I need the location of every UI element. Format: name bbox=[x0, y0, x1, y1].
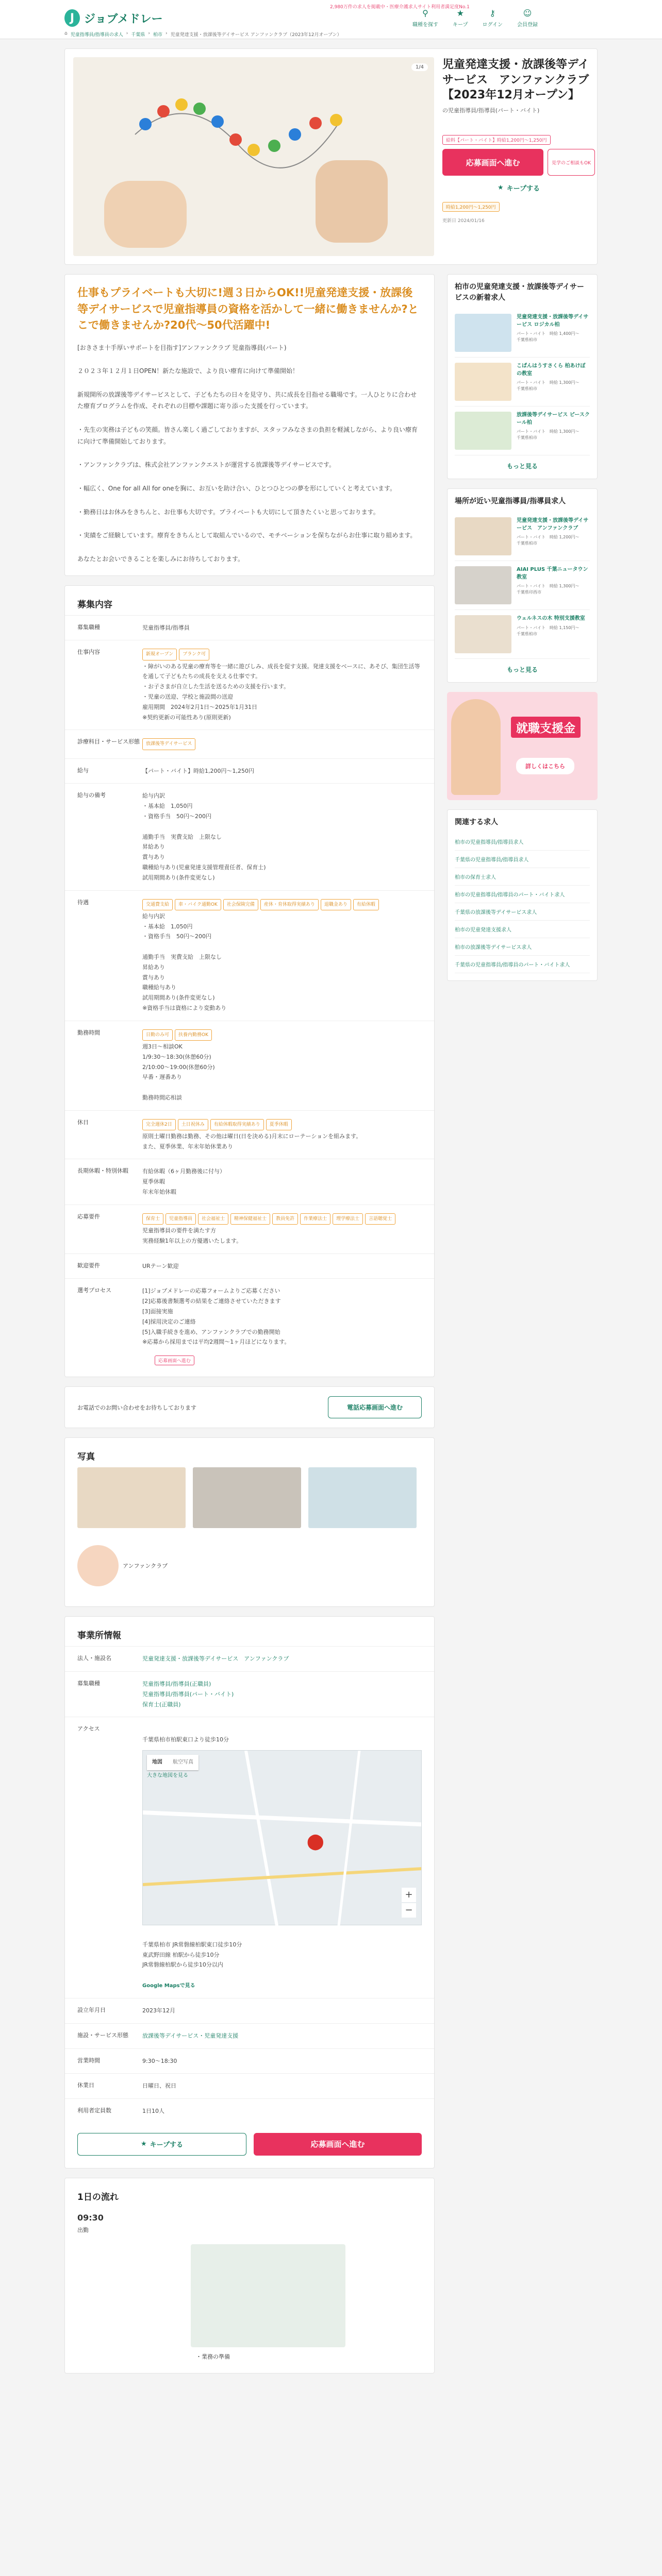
near-jobs bbox=[447, 488, 598, 683]
row-cell bbox=[142, 1110, 434, 1159]
breadcrumb-current: 児童発達支援・放課後等デイサービス アンファンクラブ（2023年12月オープン） bbox=[170, 32, 342, 38]
photo-counter: 1/4 bbox=[411, 63, 428, 71]
sidebar bbox=[447, 274, 598, 2383]
row-label: 営業時間 bbox=[77, 2057, 100, 2064]
row-label: 勤務時間 bbox=[77, 1029, 100, 1036]
job-thumb bbox=[455, 363, 511, 401]
feature-tag: ブランク可 bbox=[179, 649, 209, 660]
related-link[interactable]: 柏市の放課後等デイサービス求人 bbox=[455, 938, 590, 956]
feature-tag: 教員免許 bbox=[272, 1213, 298, 1225]
phone-cta bbox=[64, 1386, 435, 1428]
facility-table bbox=[65, 1646, 434, 2124]
sidebar-heading: 柏市の児童発達支援・放課後等デイサービスの新着求人 bbox=[455, 283, 585, 302]
section-heading: 募集内容 bbox=[77, 599, 112, 610]
job-subtitle: の児童指導員/指導員(パート・バイト) bbox=[442, 107, 540, 114]
more-link[interactable]: もっと見る bbox=[506, 463, 538, 470]
map-tab[interactable]: 航空写真 bbox=[173, 1759, 193, 1765]
row-label: 選考プロセス bbox=[77, 1287, 111, 1294]
beads-illustration bbox=[73, 57, 434, 256]
nav-keep[interactable] bbox=[453, 8, 468, 28]
position-links[interactable]: 児童指導員/指導員(正職員) 児童指導員/指導員(パート・バイト) 保育士(正職員) bbox=[142, 1681, 234, 1708]
intro-paragraph: ２０２３年１２月１日OPEN！新たな施設で、より良い療育に向けて準備開始！ bbox=[77, 367, 299, 375]
nav-label: 職種を探す bbox=[412, 22, 438, 28]
nav-label: 会員登録 bbox=[517, 22, 538, 28]
related-link[interactable]: 柏市の児童指導員/指導員求人 bbox=[455, 833, 590, 851]
wage-tag: 時給1,200円〜1,250円 bbox=[442, 202, 500, 212]
job-title: 放課後等デイサービス ピースクール柏 bbox=[517, 412, 590, 426]
feature-tag: 車・バイク通勤OK bbox=[175, 899, 221, 910]
row-value: 児童指導員/指導員 bbox=[142, 624, 190, 631]
photo-thumb[interactable] bbox=[193, 1467, 301, 1528]
recruit-row bbox=[65, 615, 434, 640]
intro-paragraph: ・先生の実務は子どもの笑顔。皆さん楽しく過ごしておりますが、スタッフみなさまの負担を軽減しながら、より良い療育に向けて準備開始しております。 bbox=[77, 426, 418, 445]
job-list-item[interactable] bbox=[455, 406, 590, 455]
row-cell bbox=[142, 784, 434, 890]
keep-label: キープする bbox=[506, 185, 540, 193]
intro-headline: 仕事もプライベートも大切に!週３日からOK!!児童発達支援・放課後等デイサービスで児童指導員の資格を活かして一緒に働きませんか?とこで働きませんか?20代〜50代活躍中! bbox=[77, 286, 419, 331]
job-meta: パート・バイト 時給 1,150円〜 千葉県柏市 bbox=[517, 625, 580, 636]
recruit-table bbox=[65, 615, 434, 1355]
job-meta: パート・バイト 時給 1,300円〜 千葉県柏市 bbox=[517, 429, 580, 440]
job-meta: パート・バイト 時給 1,300円〜 千葉県柏市 bbox=[517, 380, 580, 391]
star-icon: ★ bbox=[497, 184, 504, 192]
row-value: 週3日〜相談OK 1/9:30〜18:30(休憩60分) 2/10:00〜19:00(休憩60分) 早番・遅番あり 勤務時間応相談 bbox=[142, 1043, 215, 1101]
hero-summary bbox=[442, 57, 595, 256]
banner-person bbox=[451, 699, 501, 795]
breadcrumb-item[interactable]: 柏市 bbox=[153, 32, 163, 38]
row-label: 法人・施設名 bbox=[77, 1655, 111, 1662]
job-thumb bbox=[455, 615, 511, 653]
section-heading: 事業所情報 bbox=[77, 1631, 121, 1641]
feature-tag: 扶養内勤務OK bbox=[175, 1029, 212, 1041]
row-label: 休業日 bbox=[77, 2082, 94, 2089]
visit-consult-button[interactable]: 見学のご相談もOK bbox=[548, 149, 595, 176]
feature-tag: 有給休暇取得実績あり bbox=[210, 1119, 264, 1130]
row-cell bbox=[142, 1279, 434, 1354]
photo-thumb[interactable] bbox=[77, 1467, 186, 1528]
row-cell bbox=[142, 758, 434, 784]
feature-tag: 産休・育休取得実績あり bbox=[260, 899, 319, 910]
related-link[interactable]: 柏市の保育士求人 bbox=[455, 868, 590, 886]
row-value: 給与内訳 ・基本給 1,050円 ・資格手当 50円〜200円 通勤手当 実費支給 上限なし 昇給あり 賞与あり 職種給与あり 試用期間あり(条件変更なし) ※資格手当は資格により変動あり bbox=[142, 912, 227, 1011]
row-label: 利用者定員数 bbox=[77, 2107, 111, 2114]
row-value: 1日10人 bbox=[142, 2108, 164, 2115]
row-label: 給与 bbox=[77, 767, 89, 774]
photo-thumb[interactable] bbox=[308, 1467, 417, 1528]
section-heading: 1日の流れ bbox=[77, 2192, 119, 2202]
job-title: 児童発達支援・放課後等デイサービス ロジカル柏 bbox=[517, 314, 589, 328]
logo-mark: J bbox=[64, 9, 80, 27]
feature-tag: 言語聴覚士 bbox=[365, 1213, 395, 1225]
feature-tag: 社会保険完備 bbox=[223, 899, 258, 910]
feature-tag: 社会福祉士 bbox=[198, 1213, 228, 1225]
apply-small-tag[interactable]: 応募画面へ進む bbox=[155, 1355, 194, 1365]
timeline-event: 出勤 bbox=[77, 2226, 89, 2233]
content-wrap bbox=[64, 274, 598, 2383]
row-cell bbox=[142, 1021, 434, 1110]
row-label: アクセス bbox=[77, 1725, 100, 1733]
feature-tag: 保育士 bbox=[142, 1213, 163, 1225]
row-cell bbox=[142, 1159, 434, 1205]
zoom-out-icon[interactable]: − bbox=[402, 1903, 416, 1918]
nav-label: キープ bbox=[453, 22, 468, 28]
feature-tag: 退職金あり bbox=[321, 899, 351, 910]
feature-tag: 有給休暇 bbox=[353, 899, 379, 910]
job-list-item[interactable] bbox=[455, 561, 590, 610]
user-icon: ☺ bbox=[523, 8, 532, 18]
recruit-row bbox=[65, 890, 434, 1021]
row-cell bbox=[142, 890, 434, 1021]
nav-search[interactable] bbox=[412, 8, 438, 28]
related-link[interactable]: 千葉県の児童指導員/指導員求人 bbox=[455, 851, 590, 868]
row-value: URテーン歓迎 bbox=[142, 1262, 179, 1269]
timeline-photo bbox=[191, 2244, 345, 2347]
row-value: 有給休暇（6ヶ月勤務後に付与） 夏季休暇 年末年始休暇 bbox=[142, 1168, 225, 1196]
timeline-card bbox=[64, 2178, 435, 2374]
recruit-row bbox=[65, 1021, 434, 1110]
row-label: 診療科目・サービス形態 bbox=[77, 738, 140, 745]
row-label: 待遇 bbox=[77, 899, 89, 906]
children-illustration bbox=[77, 1545, 119, 1586]
job-title: AIAI PLUS 千葉ニュータウン教室 bbox=[517, 567, 588, 580]
job-meta: パート・バイト 時給 1,200円〜 千葉県柏市 bbox=[517, 535, 580, 546]
row-value: 2023年12月 bbox=[142, 2007, 175, 2014]
intro-paragraph: あなたとお会いできることを楽しみにお待ちしております。 bbox=[77, 555, 244, 563]
row-value: 日曜日、祝日 bbox=[142, 2082, 176, 2090]
nav-label: ログイン bbox=[482, 22, 503, 28]
phone-apply-button[interactable]: 電話応募画面へ進む bbox=[328, 1396, 422, 1418]
feature-tag: 完全週休2日 bbox=[142, 1119, 176, 1130]
feature-tag: 土日祝休み bbox=[178, 1119, 208, 1130]
intro-paragraph: 新規開所の放課後等デイサービスとして、子どもたちの日々を見守り、共に成長を目指せる職場です。一人ひとりに合わせた療育プログラムを作成、それぞれの目標や課題に寄り添った支援を行っています。 bbox=[77, 391, 417, 410]
job-list-item[interactable] bbox=[455, 512, 590, 561]
key-icon: ⚷ bbox=[489, 8, 496, 18]
job-list-item[interactable] bbox=[455, 358, 590, 406]
feature-tag: 交通費支給 bbox=[142, 899, 173, 910]
breadcrumb: ⌂ 児童指導員/指導員の求人 › 千葉県 › 柏市 › 児童発達支援・放課後等デイサービス アンファンクラブ（2023年12月オープン） bbox=[64, 31, 342, 38]
zoom-in-icon[interactable]: + bbox=[402, 1888, 416, 1902]
intro-card bbox=[64, 274, 435, 576]
row-label: 仕事内容 bbox=[77, 649, 100, 656]
row-cell bbox=[142, 1253, 434, 1279]
map-pin-icon: ⬤ bbox=[307, 1833, 324, 1851]
row-value: 9:30〜18:30 bbox=[142, 2057, 177, 2064]
salary-tag: 給料【パート・バイト】時給1,200円〜1,250円 bbox=[442, 135, 551, 145]
map-tab[interactable]: 地図 bbox=[152, 1759, 162, 1765]
photo-gallery bbox=[65, 1467, 434, 1596]
row-label: 長期休暇・特別休暇 bbox=[77, 1167, 128, 1175]
banner-button[interactable]: 詳しくはこちら bbox=[516, 758, 574, 774]
related-link[interactable]: 柏市の児童指導員/指導員のパート・バイト求人 bbox=[455, 886, 590, 903]
job-meta: パート・バイト 時給 1,400円〜 千葉県柏市 bbox=[517, 331, 580, 342]
keep-button-bottom[interactable] bbox=[77, 2133, 246, 2156]
recruit-row bbox=[65, 1159, 434, 1205]
intro-paragraph: ・アンファンクラブは、株式会社アンファンクエストが運営する放課後等デイサービスです。 bbox=[77, 461, 336, 469]
job-list-item[interactable] bbox=[455, 309, 590, 358]
breadcrumb-item[interactable]: 児童指導員/指導員の求人 bbox=[70, 32, 123, 38]
related-link[interactable]: 千葉県の放課後等デイサービス求人 bbox=[455, 903, 590, 921]
access-note: 千葉県柏市 JR常磐線柏駅東口徒歩10分 東武野田線 柏駅から徒歩10分 JR常磐線柏駅から徒歩10分以内 bbox=[142, 1941, 242, 1969]
row-value: 原則土曜日勤務は勤務、その他は曜日(日を決める)月末にローテーションを組みます。 また、夏季休業、年末年始休業あり bbox=[142, 1132, 362, 1150]
feature-tag: 夏季休暇 bbox=[266, 1119, 292, 1130]
google-map[interactable] bbox=[142, 1750, 422, 1925]
hero-card bbox=[64, 48, 598, 265]
related-link[interactable]: 千葉県の児童指導員/指導員のパート・バイト求人 bbox=[455, 956, 590, 973]
facility-name-link[interactable]: 児童発達支援・放課後等デイサービス アンファンクラブ bbox=[142, 1655, 289, 1663]
job-title: 児童発達支援・放課後等デイサービス アンファンクラブ【2023年12月オープン】 bbox=[442, 58, 589, 102]
logo-text: ジョブメドレー bbox=[84, 12, 163, 26]
row-label: 休日 bbox=[77, 1118, 89, 1126]
main-column bbox=[64, 274, 435, 2383]
access-text: 千葉県柏市柏駅東口より徒歩10分 bbox=[142, 1736, 229, 1743]
intro-paragraph: [おきさま十手厚いサポートを目指す]アンファンクラブ 児童指導員(パート) bbox=[77, 344, 287, 351]
job-title: ウェルネスの木 特別支援教室 bbox=[517, 616, 585, 621]
phone-cta-text: お電話でのお問い合わせをお待ちしております bbox=[77, 1404, 196, 1411]
row-label: 施設・サービス形態 bbox=[77, 2031, 128, 2039]
banner-title: 就職支援金 bbox=[511, 717, 581, 738]
nearby-jobs bbox=[447, 274, 598, 479]
feature-tag: 作業療法士 bbox=[300, 1213, 330, 1225]
row-label: 設立年月日 bbox=[77, 2006, 106, 2013]
map-roads bbox=[143, 1751, 421, 1926]
job-thumb bbox=[455, 314, 511, 352]
row-label: 応募要件 bbox=[77, 1213, 100, 1220]
recruit-row bbox=[65, 730, 434, 758]
feature-tag: 放課後等デイサービス bbox=[142, 738, 195, 750]
recruit-row bbox=[65, 758, 434, 784]
related-link[interactable]: 柏市の児童発達支援求人 bbox=[455, 921, 590, 938]
row-label: 募集職種 bbox=[77, 623, 100, 631]
row-value: 児童指導員の要件を満たす方 実務経験1年以上の方優遇いたします。 bbox=[142, 1227, 242, 1244]
row-label: 募集職種 bbox=[77, 1680, 100, 1687]
map-enlarge-link[interactable]: 大きな地図を見る bbox=[147, 1773, 188, 1778]
timeline-caption: ・業務の準備 bbox=[196, 2353, 230, 2360]
home-icon[interactable]: ⌂ bbox=[64, 31, 68, 36]
timeline-time: 09:30 bbox=[77, 2212, 104, 2223]
recruit-row bbox=[65, 1205, 434, 1253]
intro-paragraph: ・実績をご経験しています。療育をきちんとして取組んでいるので、モチベーションを保ちながらお仕事に取り組めます。 bbox=[77, 532, 417, 539]
breadcrumb-item[interactable]: 千葉県 bbox=[131, 32, 145, 38]
job-meta: パート・バイト 時給 1,300円〜 千葉県印西市 bbox=[517, 584, 580, 595]
row-label: 歓迎要件 bbox=[77, 1262, 100, 1269]
feature-tag: 理学療法士 bbox=[333, 1213, 363, 1225]
nav-login[interactable] bbox=[483, 8, 503, 28]
hero-photo[interactable] bbox=[73, 57, 434, 256]
google-maps-link[interactable]: Google Mapsで見る bbox=[142, 1982, 195, 1989]
recruit-card bbox=[64, 585, 435, 1378]
recruit-row bbox=[65, 1279, 434, 1354]
job-thumb bbox=[455, 566, 511, 604]
row-cell bbox=[142, 615, 434, 640]
keep-label: キープする bbox=[150, 2141, 183, 2149]
header-nav bbox=[412, 8, 538, 28]
star-icon: ★ bbox=[140, 2140, 147, 2148]
logo-text: アンファンクラブ bbox=[123, 1563, 168, 1570]
site-logo[interactable] bbox=[64, 9, 163, 27]
intro-paragraph: ・勤務日はお休みをきちんと、お仕事も大切です。プライベートも大切にして頂きたくいと思っております。 bbox=[77, 508, 379, 516]
sidebar-heading: 場所が近い児童指導員/指導員求人 bbox=[455, 497, 566, 505]
search-icon: ⚲ bbox=[422, 8, 428, 18]
related-jobs bbox=[447, 809, 598, 981]
star-icon: ★ bbox=[456, 8, 464, 18]
row-value: 【パート・バイト】時給1,200円〜1,250円 bbox=[142, 767, 254, 774]
intro-paragraph: ・幅広く、One for all All for oneを胸に、お互いを助け合い、ひとつひとつの夢を形にしていくと考えています。 bbox=[77, 485, 396, 493]
sidebar-heading: 関連する求人 bbox=[455, 818, 498, 826]
photo-thumb-logo[interactable] bbox=[77, 1535, 186, 1596]
job-thumb bbox=[455, 517, 511, 555]
recruit-row bbox=[65, 640, 434, 730]
site-header bbox=[0, 0, 662, 39]
job-title: 児童発達支援・放課後等デイサービス アンファンクラブ bbox=[517, 518, 589, 531]
photos-card bbox=[64, 1437, 435, 1607]
row-value: [1]ジョブメドレーの応募フォームよりご応募ください [2]応募後書類選考の結果をご連絡させていただきます [3]面接実施 [4]採用決定のご連絡 [5]入職手続きを進め、アンファンクラブでの勤務開始 ※応募から採用までは平均2週間〜1ヶ月ほどになります。 bbox=[142, 1287, 290, 1346]
nav-register[interactable] bbox=[517, 8, 538, 28]
updated-date: 更新日 2024/01/16 bbox=[442, 218, 485, 224]
recruit-row bbox=[65, 1110, 434, 1159]
recruit-row bbox=[65, 1253, 434, 1279]
facility-card bbox=[64, 1616, 435, 2168]
row-cell bbox=[142, 640, 434, 730]
apply-button[interactable]: 応募画面へ進む bbox=[442, 149, 543, 176]
feature-tag: 児童指導員 bbox=[166, 1213, 196, 1225]
service-link[interactable]: 放課後等デイサービス・児童発達支援 bbox=[142, 2032, 239, 2039]
job-title: こぱんはうすさくら 柏あけぼの教室 bbox=[517, 363, 586, 377]
more-link[interactable]: もっと見る bbox=[506, 666, 538, 673]
keep-button[interactable] bbox=[442, 183, 595, 193]
row-value: ・障がいのある児童の療育等を一緒に遊びしみ、成長を促す支援。発達支援をベースに、あそび、集団生活等を通して子どもたちの成長を支える仕事です。 ・お子さまが自立した生活を送るための支援を行います。 ・児童の送迎、学校と施設間の送迎 雇用期間 2024年2月1日〜2025年1月31日 ※契約更新の可能性あり(原則更新) bbox=[142, 663, 420, 721]
header-tagline: 2,980万件の求人を掲載中・医療介護求人サイト利用者満足度No.1 bbox=[330, 5, 470, 10]
row-cell bbox=[142, 730, 434, 758]
apply-button-bottom[interactable]: 応募画面へ進む bbox=[254, 2133, 422, 2156]
row-label: 給与の備考 bbox=[77, 792, 106, 799]
feature-tag: 日勤のみ可 bbox=[142, 1029, 173, 1041]
job-list-item[interactable] bbox=[455, 610, 590, 659]
row-cell bbox=[142, 1205, 434, 1253]
job-thumb bbox=[455, 412, 511, 450]
feature-tag: 新規オープン bbox=[142, 649, 177, 660]
feature-tag: 精神保健福祉士 bbox=[230, 1213, 270, 1225]
recruit-row bbox=[65, 784, 434, 890]
section-heading: 写真 bbox=[77, 1452, 95, 1463]
row-value: 給与内訳 ・基本給 1,050円 ・資格手当 50円〜200円 通勤手当 実費支給 上限なし 昇給あり 賞与あり 職種給与あり(児童発達支援管理責任者、保育士) 試用期間あり(条件変更なし) bbox=[142, 792, 266, 881]
support-banner[interactable] bbox=[447, 692, 598, 800]
